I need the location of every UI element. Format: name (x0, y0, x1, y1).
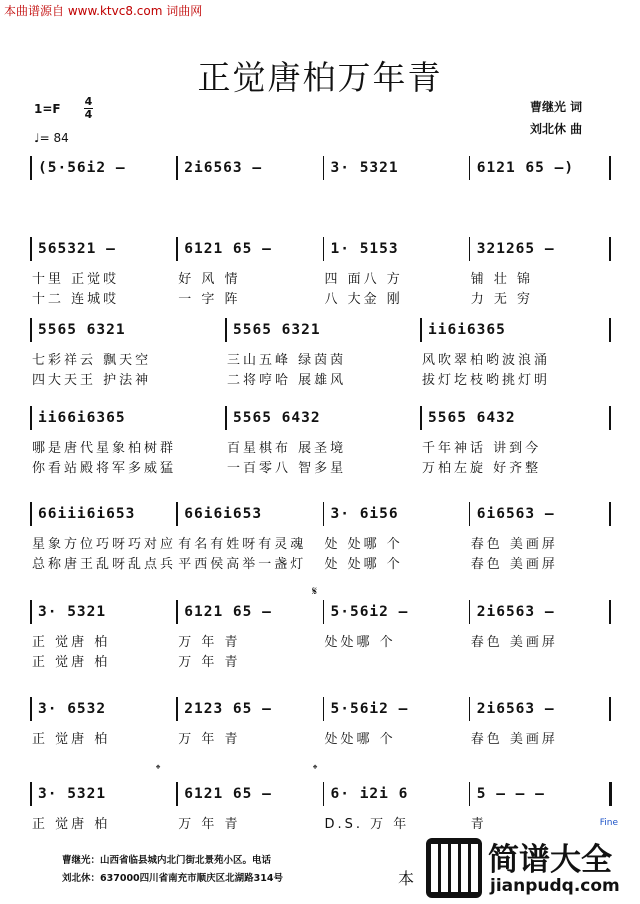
notes-row (30, 322, 615, 338)
measure-notes: 6121 65 –) (476, 160, 575, 176)
bar-line (609, 502, 611, 526)
lyric-text: 四大天王 护法神 (32, 373, 152, 388)
lyric-text: 处处哪 个 (324, 732, 396, 747)
bar-line (30, 697, 32, 721)
lyric-text: 风吹翠柏哟波浪涌 (422, 353, 551, 368)
composer-credit: 刘北休 曲 (530, 122, 583, 136)
bar-line (323, 156, 325, 180)
measure-notes: (5·56i2 – (38, 160, 126, 176)
lyric-text: 处 处哪 个 (324, 557, 403, 572)
lyric-text: 七彩祥云 飘天空 (32, 353, 152, 368)
bar-line (609, 697, 611, 721)
tempo-mark: ♩= 84 (34, 131, 69, 145)
lyric-text: 四 面八 方 (324, 272, 403, 287)
watermark (420, 832, 640, 904)
lyric-text: 处 处哪 个 (324, 537, 403, 552)
bar-line (609, 600, 611, 624)
measure-notes: 3· 5321 (330, 160, 399, 176)
bar-line (323, 782, 325, 806)
lyric-text: 万 年 青 (178, 732, 241, 747)
bar-line (609, 406, 611, 430)
measure-notes: 2123 65 – (184, 701, 272, 717)
coda-sign-2: 𝄌 (313, 762, 318, 776)
lyricist-credit: 曹继光 词 (530, 100, 583, 114)
lyric-text: 好 风 情 (178, 272, 241, 287)
lyric-text: 一百零八 智多星 (227, 461, 347, 476)
lyric-row (30, 533, 615, 552)
lyric-text: 春色 美画屏 (470, 557, 558, 572)
lyric-text: 平西侯高举一盏灯 (178, 557, 307, 572)
bar-line (225, 406, 227, 430)
lyric-text: 正 觉唐 柏 (32, 817, 111, 832)
notes-row (30, 410, 615, 426)
lyric-text: 铺 壮 锦 (470, 272, 534, 287)
bar-line (30, 406, 32, 430)
bar-line (469, 156, 471, 180)
measure-notes: 2i6563 – (184, 160, 263, 176)
lyric-text: D.S. 万 年 (324, 817, 410, 832)
bar-line (469, 600, 471, 624)
bar-line (469, 502, 471, 526)
lyric-row (30, 288, 615, 307)
measure-notes: 565321 – (38, 241, 116, 257)
measure-notes: 5565 6432 (233, 410, 321, 426)
measure-notes: 6121 65 – (184, 241, 272, 257)
lyric-text: 春色 美画屏 (470, 635, 558, 650)
bar-line (469, 237, 471, 261)
page-title: 正觉唐柏万年青 (197, 58, 443, 97)
lyric-text (469, 651, 615, 670)
bar-line (30, 237, 32, 261)
measure-notes: ii66i6365 (38, 410, 126, 426)
lyric-row (30, 437, 615, 456)
measure-notes: ii6i6365 (428, 322, 506, 338)
bar-line (30, 318, 32, 342)
bar-line (176, 697, 178, 721)
lyric-row (30, 349, 615, 368)
measure-notes: 5565 6321 (233, 322, 321, 338)
bar-line (469, 782, 471, 806)
lyric-text: 有名有姓呀有灵魂 (178, 537, 307, 552)
measure-notes: 5 – – – (476, 786, 545, 802)
watermark-url: jianpudq.com (490, 876, 620, 896)
measure-notes: 2i6563 – (476, 701, 555, 717)
bar-line (420, 318, 422, 342)
lyric-row (30, 553, 615, 572)
measure-notes: 5·56i2 – (330, 604, 409, 620)
segno-sign: 𝄋 (312, 584, 318, 598)
lyric-text: 处处哪 个 (324, 635, 396, 650)
lyric-row (30, 813, 615, 832)
lyric-text: 万 年 青 (178, 655, 241, 670)
watermark-char: 本 (398, 869, 415, 888)
bar-line (609, 782, 612, 806)
bar-line (609, 318, 611, 342)
measure-notes: 321265 – (476, 241, 555, 257)
lyric-text: 青 (470, 817, 487, 832)
bar-line (30, 782, 32, 806)
bar-line (176, 237, 178, 261)
bar-line (30, 502, 32, 526)
coda-sign-1: 𝄌 (156, 762, 161, 776)
measure-notes: 1· 5153 (330, 241, 399, 257)
lyric-text: 正 觉唐 柏 (32, 635, 111, 650)
lyric-text: 二将哼哈 展雄风 (227, 373, 347, 388)
bar-line (225, 318, 227, 342)
time-signature-top: 4 (84, 95, 93, 108)
bar-line (176, 600, 178, 624)
bar-line (609, 156, 611, 180)
lyric-text: 八 大金 刚 (324, 292, 403, 307)
lyric-row (30, 369, 615, 388)
lyric-text: 正 觉唐 柏 (32, 655, 111, 670)
bar-line (176, 502, 178, 526)
bar-line (323, 600, 325, 624)
bar-line (30, 600, 32, 624)
measure-notes: 3· 6i56 (330, 506, 399, 522)
lyric-text: 总称唐王乱呀乱点兵 (32, 557, 177, 572)
bar-line (176, 156, 178, 180)
lyric-text: 拔灯圪枝哟挑灯明 (422, 373, 551, 388)
measure-notes: 66i6i653 (184, 506, 263, 522)
fine-mark: Fine (599, 818, 618, 828)
lyric-row (30, 268, 615, 287)
lyric-text: 正 觉唐 柏 (32, 732, 111, 747)
measure-notes: 6121 65 – (184, 786, 272, 802)
lyric-text: 星象方位巧呀巧对应 (32, 537, 177, 552)
measure-notes: 66iii6i653 (38, 506, 136, 522)
measure-notes: 5565 6432 (428, 410, 516, 426)
watermark-title: 简谱大全 (488, 842, 612, 878)
lyric-text: 万 年 青 (178, 817, 241, 832)
time-signature (84, 96, 93, 121)
measure-notes: 3· 5321 (38, 604, 107, 620)
lyric-text (323, 651, 469, 670)
time-signature-bottom: 4 (84, 108, 93, 121)
lyric-text: 你看站殿将军多威猛 (32, 461, 177, 476)
lyric-row (30, 457, 615, 476)
lyric-text: 十里 正觉哎 (32, 272, 120, 287)
lyric-text: 十二 连城哎 (32, 292, 120, 307)
lyric-text: 万 年 青 (178, 635, 241, 650)
lyric-text: 千年神话 讲到今 (422, 441, 542, 456)
measure-notes: 6121 65 – (184, 604, 272, 620)
lyric-row (30, 651, 615, 670)
bar-line (323, 237, 325, 261)
measure-notes: 6i6563 – (476, 506, 555, 522)
source-text: 本曲谱源自 www.ktvc8.com 词曲网 (4, 4, 203, 18)
bar-line (30, 156, 32, 180)
footer-line-1: 曹继光：山西省临县城内北门街北景苑小区。电话 (62, 855, 272, 866)
piano-icon (426, 838, 482, 898)
lyric-row (30, 728, 615, 747)
bar-line (420, 406, 422, 430)
bar-line (176, 782, 178, 806)
bar-line (469, 697, 471, 721)
measure-notes: 2i6563 – (476, 604, 555, 620)
measure-notes: 5565 6321 (38, 322, 126, 338)
lyric-text: 万柏左旋 好齐整 (422, 461, 542, 476)
bar-line (609, 237, 611, 261)
footer-line-2: 刘北休：637000四川省南充市顺庆区北湖路314号 (62, 873, 283, 884)
lyric-text: 春色 美画屏 (470, 537, 558, 552)
key-signature: 1=F (34, 102, 61, 116)
lyric-text: 一 字 阵 (178, 292, 241, 307)
measure-notes: 6· i2i 6 (330, 786, 409, 802)
lyric-text: 三山五峰 绿茵茵 (227, 353, 347, 368)
lyric-row (30, 631, 615, 650)
bar-line (323, 502, 325, 526)
measure-notes: 3· 5321 (38, 786, 107, 802)
lyric-text: 哪是唐代星象柏树群 (32, 441, 177, 456)
bar-line (323, 697, 325, 721)
measure-notes: 5·56i2 – (330, 701, 409, 717)
lyric-text: 百星棋布 展圣境 (227, 441, 347, 456)
lyric-text: 春色 美画屏 (470, 732, 558, 747)
lyric-text: 力 无 穷 (470, 292, 534, 307)
measure-notes: 3· 6532 (38, 701, 107, 717)
